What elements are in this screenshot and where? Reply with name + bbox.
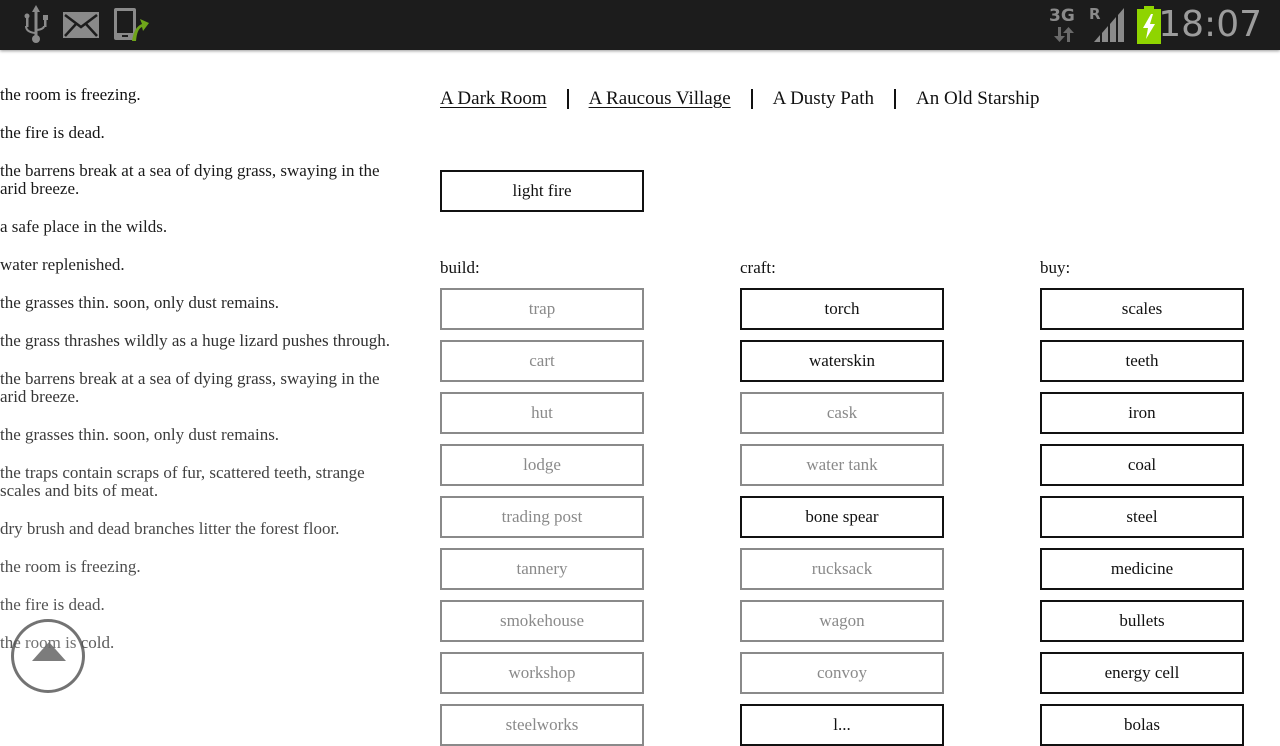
- notification: the fire is dead.: [0, 123, 105, 142]
- craft-torch-button[interactable]: torch: [740, 288, 944, 330]
- craft-waterskin-button[interactable]: waterskin: [740, 340, 944, 382]
- craft-convoy-button[interactable]: convoy: [740, 652, 944, 694]
- roaming-indicator: R: [1089, 5, 1101, 23]
- tab-divider: [751, 89, 753, 109]
- notification: dry brush and dead branches litter the forest floor.: [0, 519, 340, 538]
- buy-iron-button[interactable]: iron: [1040, 392, 1244, 434]
- notification: the traps contain scraps of fur, scattered teeth, strange scales and bits of meat.: [0, 463, 365, 500]
- tab-divider: [567, 89, 569, 109]
- signal-icon: [1094, 8, 1128, 47]
- usb-icon: [22, 0, 50, 50]
- notification: the fire is dead.: [0, 595, 105, 614]
- buy-steel-button[interactable]: steel: [1040, 496, 1244, 538]
- buy-bullets-button[interactable]: bullets: [1040, 600, 1244, 642]
- craft-wagon-button[interactable]: wagon: [740, 600, 944, 642]
- location-tabs: [440, 88, 1040, 110]
- notification: the room is cold.: [0, 633, 115, 652]
- notification: the barrens break at a sea of dying grass, swaying in the arid breeze.: [0, 369, 380, 406]
- mail-icon: [63, 0, 99, 50]
- build-trap-button[interactable]: trap: [440, 288, 644, 330]
- data-activity-icon: [1053, 27, 1075, 48]
- build-cart-button[interactable]: cart: [440, 340, 644, 382]
- craft-bone-spear-button[interactable]: bone spear: [740, 496, 944, 538]
- network-type: 3G: [1049, 6, 1075, 26]
- notification: the room is freezing.: [0, 557, 141, 576]
- status-bar: [0, 0, 1280, 50]
- buy-medicine-button[interactable]: medicine: [1040, 548, 1244, 590]
- clock: 18:07: [1158, 4, 1262, 45]
- build-label: build:: [440, 258, 480, 277]
- build-smokehouse-button[interactable]: smokehouse: [440, 600, 644, 642]
- notifications-log: [0, 86, 405, 672]
- buy-teeth-button[interactable]: teeth: [1040, 340, 1244, 382]
- notification: the barrens break at a sea of dying grass, swaying in the arid breeze.: [0, 161, 380, 198]
- tab-old-starship[interactable]: An Old Starship: [916, 88, 1040, 109]
- build-trading-post-button[interactable]: trading post: [440, 496, 644, 538]
- phone-sync-icon: [112, 0, 150, 50]
- craft-water-tank-button[interactable]: water tank: [740, 444, 944, 486]
- craft-label: craft:: [740, 258, 776, 277]
- build-tannery-button[interactable]: tannery: [440, 548, 644, 590]
- notification: a safe place in the wilds.: [0, 217, 168, 236]
- build-hut-button[interactable]: hut: [440, 392, 644, 434]
- craft-item-button[interactable]: l...: [740, 704, 944, 746]
- craft-cask-button[interactable]: cask: [740, 392, 944, 434]
- build-lodge-button[interactable]: lodge: [440, 444, 644, 486]
- build-steelworks-button[interactable]: steelworks: [440, 704, 644, 746]
- buy-bolas-button[interactable]: bolas: [1040, 704, 1244, 746]
- craft-rucksack-button[interactable]: rucksack: [740, 548, 944, 590]
- tab-raucous-village[interactable]: A Raucous Village: [588, 88, 731, 109]
- notification: the grasses thin. soon, only dust remains.: [0, 425, 280, 444]
- notification: water replenished.: [0, 255, 125, 274]
- build-workshop-button[interactable]: workshop: [440, 652, 644, 694]
- tab-dusty-path[interactable]: A Dusty Path: [772, 88, 875, 109]
- buy-label: buy:: [1040, 258, 1071, 277]
- chevron-up-icon: [32, 642, 66, 661]
- notification: the grass thrashes wildly as a huge lizard pushes through.: [0, 331, 390, 350]
- buy-coal-button[interactable]: coal: [1040, 444, 1244, 486]
- buy-energy-cell-button[interactable]: energy cell: [1040, 652, 1244, 694]
- light-fire-button[interactable]: light fire: [440, 170, 644, 212]
- tab-dark-room[interactable]: A Dark Room: [440, 88, 547, 109]
- tab-divider: [894, 89, 896, 109]
- notification: the grasses thin. soon, only dust remains.: [0, 293, 280, 312]
- notification: the room is freezing.: [0, 85, 141, 104]
- scroll-to-top-button[interactable]: [11, 619, 85, 693]
- buy-scales-button[interactable]: scales: [1040, 288, 1244, 330]
